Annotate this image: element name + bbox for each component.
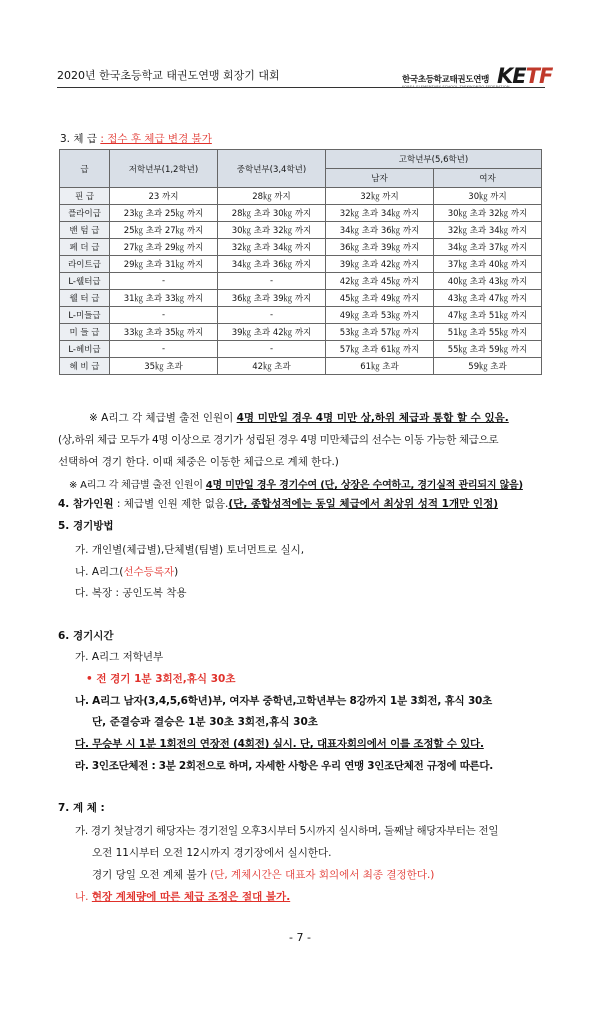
section4-underlined: (단, 종합성적에는 동일 체급에서 최상위 성적 1개만 인정) <box>228 498 499 510</box>
note3-prefix: ※ A리그 각 체급별 출전 인원이 <box>69 480 206 491</box>
page-number: - 7 - <box>289 931 311 944</box>
lower-grade-cell: - <box>110 307 218 324</box>
middle-grade-cell: - <box>218 341 326 358</box>
document-header-title: 2020년 한국초등학교 태권도연맹 회장기 대회 <box>57 69 280 82</box>
female-cell: 55㎏ 초과 59㎏ 까지 <box>434 341 542 358</box>
male-cell: 49㎏ 초과 53㎏ 까지 <box>326 307 434 324</box>
section6-bullet: • 전 경기 1분 3회전,휴식 30초 <box>86 673 236 685</box>
section7-item1-line1: 가. 경기 첫날경기 해당자는 경기전일 오후3시부터 5시까지 실시하며, 둘째날 해당자부터는 전일 <box>75 825 499 837</box>
ketf-logo-ke: KE <box>497 64 526 88</box>
middle-grade-cell: 32㎏ 초과 34㎏ 까지 <box>218 239 326 256</box>
weight-class-cell: 라이트급 <box>60 256 110 273</box>
federation-logo-subtext: KOREA ELEMENTARY SCHOOL TAEKWONDO FEDERATION <box>402 85 510 89</box>
lower-grade-cell: 35㎏ 초과 <box>110 358 218 375</box>
note2-line2: 선택하여 경기 한다. 이때 체중은 이동한 체급으로 계체 한다.) <box>58 456 339 468</box>
middle-grade-cell: - <box>218 273 326 290</box>
male-cell: 39㎏ 초과 42㎏ 까지 <box>326 256 434 273</box>
weight-class-table <box>59 149 542 375</box>
female-cell: 40㎏ 초과 43㎏ 까지 <box>434 273 542 290</box>
weight-class-cell: 미 들 급 <box>60 324 110 341</box>
lower-grade-cell: 29㎏ 초과 31㎏ 까지 <box>110 256 218 273</box>
section6-item1: 가. A리그 저학년부 <box>75 651 164 663</box>
section6-item2-note: 단, 준결승과 결승은 1분 30초 3회전,휴식 30초 <box>92 716 318 728</box>
section6-label: 6. 경기시간 <box>58 630 114 642</box>
section5-item2-registered: 선수등록자 <box>123 566 175 578</box>
section7-item1-line3-prefix: 경기 당일 오전 계체 불가 <box>92 869 211 881</box>
lower-grade-cell: 31㎏ 초과 33㎏ 까지 <box>110 290 218 307</box>
female-cell: 51㎏ 초과 55㎏ 까지 <box>434 324 542 341</box>
lower-grade-cell: 25㎏ 초과 27㎏ 까지 <box>110 222 218 239</box>
note3-underlined: 4명 미만일 경우 경기수여 (단, 상장은 수여하고, 경기실적 관리되지 않음) <box>205 480 523 491</box>
table-header-row <box>60 150 542 169</box>
lower-grade-cell: 27㎏ 초과 29㎏ 까지 <box>110 239 218 256</box>
section5-item2-prefix: 나. A리그( <box>75 566 124 578</box>
section4-participants <box>58 496 498 511</box>
section7-item1-line3 <box>92 867 434 882</box>
section5-item3: 다. 복장 : 공인도복 착용 <box>75 587 187 599</box>
table-row <box>60 307 542 324</box>
ketf-logo-tf: TF <box>525 64 553 88</box>
table-row <box>60 358 542 375</box>
female-cell: 30㎏ 초과 32㎏ 까지 <box>434 205 542 222</box>
female-cell: 37㎏ 초과 40㎏ 까지 <box>434 256 542 273</box>
lower-grade-cell: - <box>110 273 218 290</box>
note1-prefix: ※ A리그 각 체급별 출전 인원이 <box>89 412 237 424</box>
middle-grade-cell: 42㎏ 초과 <box>218 358 326 375</box>
header-weight-class: 급 <box>60 150 110 188</box>
female-cell: 47㎏ 초과 51㎏ 까지 <box>434 307 542 324</box>
section4-label: 4. 참가인원 <box>58 498 114 510</box>
middle-grade-cell: 30㎏ 초과 32㎏ 까지 <box>218 222 326 239</box>
table-row <box>60 290 542 307</box>
weight-class-cell: 헤 비 급 <box>60 358 110 375</box>
female-cell: 59㎏ 초과 <box>434 358 542 375</box>
male-cell: 42㎏ 초과 45㎏ 까지 <box>326 273 434 290</box>
section7-label: 7. 계 체 : <box>58 802 105 814</box>
weight-class-cell: 페 더 급 <box>60 239 110 256</box>
table-row <box>60 341 542 358</box>
male-cell: 32㎏ 까지 <box>326 188 434 205</box>
weight-class-cell: L-미들급 <box>60 307 110 324</box>
male-cell: 61㎏ 초과 <box>326 358 434 375</box>
table-row <box>60 188 542 205</box>
female-cell: 32㎏ 초과 34㎏ 까지 <box>434 222 542 239</box>
weight-class-cell: 밴 텀 급 <box>60 222 110 239</box>
section6-item4: 라. 3인조단체전 : 3분 2회전으로 하며, 자세한 사항은 우리 연맹 3인조단체전 규정에 따른다. <box>75 760 493 772</box>
lower-grade-cell: 23 까지 <box>110 188 218 205</box>
note1-underlined: 4명 미만일 경우 4명 미만 상,하위 체급과 통합 할 수 있음. <box>236 412 509 424</box>
weight-class-cell: 플라이급 <box>60 205 110 222</box>
male-cell: 53㎏ 초과 57㎏ 까지 <box>326 324 434 341</box>
section7-item1-line2: 오전 11시부터 오전 12시까지 경기장에서 실시한다. <box>92 847 332 859</box>
middle-grade-cell: 28㎏ 초과 30㎏ 까지 <box>218 205 326 222</box>
lower-grade-cell: - <box>110 341 218 358</box>
section3-note: : 접수 후 체급 변경 불가 <box>100 133 212 145</box>
section5-label: 5. 경기방법 <box>58 520 114 532</box>
section7-item2-underlined: 현장 계체량에 따른 체급 조정은 절대 불가. <box>91 891 291 903</box>
male-cell: 32㎏ 초과 34㎏ 까지 <box>326 205 434 222</box>
note2-line1: (상,하위 체급 모두가 4명 이상으로 경기가 성립된 경우 4명 미만체급의 선수는 이동 가능한 체급으로 <box>58 434 499 446</box>
female-cell: 34㎏ 초과 37㎏ 까지 <box>434 239 542 256</box>
header-male: 남자 <box>326 169 434 188</box>
section6-item2: 나. A리그 남자(3,4,5,6학년)부, 여자부 중학년,고학년부는 8강까지 1분 3회전, 휴식 30초 <box>75 695 493 707</box>
table-row <box>60 256 542 273</box>
header-upper-grade: 고학년부(5,6학년) <box>326 150 542 169</box>
federation-logo-text: 한국초등학교태권도연맹 <box>402 75 490 85</box>
section7-item1-line3-note: (단, 계체시간은 대표자 회의에서 최종 결정한다.) <box>210 869 435 881</box>
table-row <box>60 205 542 222</box>
header-middle-grade: 중학년부(3,4학년) <box>218 150 326 188</box>
male-cell: 34㎏ 초과 36㎏ 까지 <box>326 222 434 239</box>
section6-item3: 다. 무승부 시 1분 1회전의 연장전 (4회전) 실시. 단, 대표자회의에서 이를 조정할 수 있다. <box>75 738 484 750</box>
section5-item1: 가. 개인별(체급별),단체별(팀별) 토너먼트로 실시, <box>75 544 305 556</box>
section7-item2-prefix: 나. <box>75 891 92 903</box>
header-divider <box>57 87 545 88</box>
table-row <box>60 324 542 341</box>
section7-item2 <box>75 889 290 904</box>
table-row <box>60 273 542 290</box>
header-lower-grade: 저학년부(1,2학년) <box>110 150 218 188</box>
table-row <box>60 239 542 256</box>
section5-item2 <box>75 564 178 579</box>
lower-grade-cell: 23㎏ 초과 25㎏ 까지 <box>110 205 218 222</box>
male-cell: 36㎏ 초과 39㎏ 까지 <box>326 239 434 256</box>
section3-heading <box>60 131 212 146</box>
middle-grade-cell: 36㎏ 초과 39㎏ 까지 <box>218 290 326 307</box>
female-cell: 43㎏ 초과 47㎏ 까지 <box>434 290 542 307</box>
middle-grade-cell: 28㎏ 까지 <box>218 188 326 205</box>
note-league-a-award <box>69 476 523 491</box>
middle-grade-cell: - <box>218 307 326 324</box>
section3-label: 3. 체 급 <box>60 133 101 145</box>
header-female: 여자 <box>434 169 542 188</box>
section4-text: : 체급별 인원 제한 없음. <box>113 498 229 510</box>
middle-grade-cell: 39㎏ 초과 42㎏ 까지 <box>218 324 326 341</box>
lower-grade-cell: 33㎏ 초과 35㎏ 까지 <box>110 324 218 341</box>
female-cell: 30㎏ 까지 <box>434 188 542 205</box>
weight-class-cell: L-헤비급 <box>60 341 110 358</box>
weight-class-cell: 웰 터 급 <box>60 290 110 307</box>
male-cell: 57㎏ 초과 61㎏ 까지 <box>326 341 434 358</box>
table-body <box>60 188 542 375</box>
section5-item2-suffix: ) <box>174 566 179 578</box>
male-cell: 45㎏ 초과 49㎏ 까지 <box>326 290 434 307</box>
weight-class-cell: L-웰터급 <box>60 273 110 290</box>
ketf-logo <box>497 64 552 88</box>
table-row <box>60 222 542 239</box>
middle-grade-cell: 34㎏ 초과 36㎏ 까지 <box>218 256 326 273</box>
weight-class-cell: 핀 급 <box>60 188 110 205</box>
note-league-a-merge <box>89 410 509 425</box>
